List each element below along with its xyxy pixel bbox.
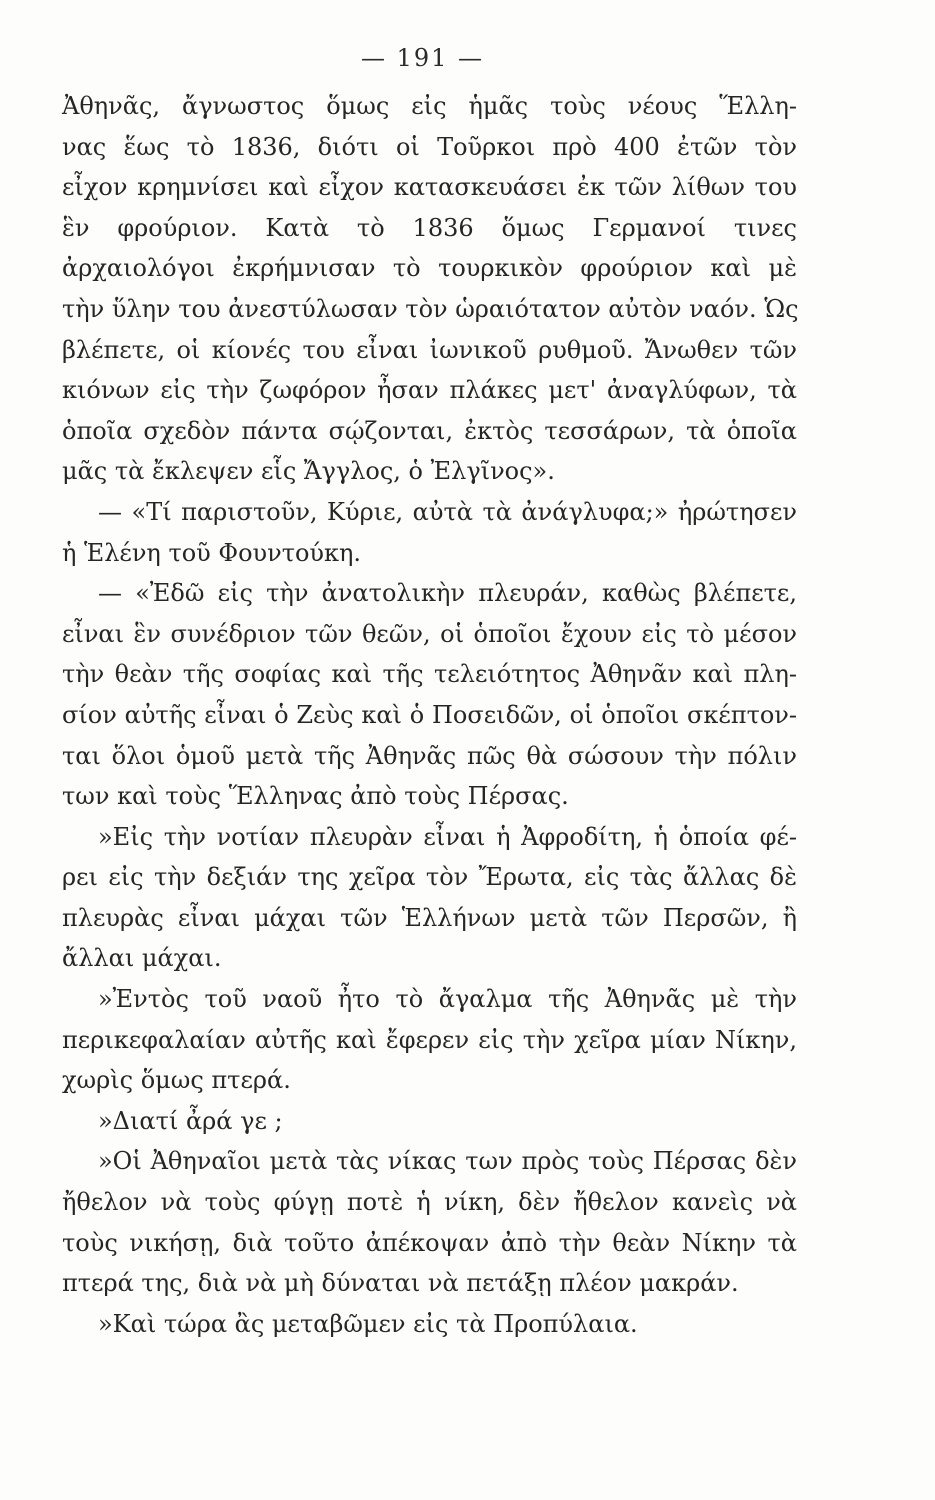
text-line: των καὶ τοὺς Ἕλληνας ἀπὸ τοὺς Πέρσας. [62, 782, 569, 811]
text-line: τοὺς νικήσῃ, διὰ τοῦτο ἀπέκοψαν ἀπὸ τὴν θεὰν Νίκην τὰ [62, 1228, 797, 1257]
text-line: κιόνων εἰς τὴν ζωφόρον ἦσαν πλάκες μετ' ἀναγλύφων, τὰ [62, 376, 797, 405]
text-line: ἡ Ἑλένη τοῦ Φουντούκη. [62, 538, 362, 567]
text-line: »Ἐντὸς τοῦ ναοῦ ἦτο τὸ ἄγαλμα τῆς Ἀθηνᾶς μὲ τὴν [98, 985, 797, 1014]
text-line: ἄλλαι μάχαι. [62, 944, 222, 973]
text-line: ἀρχαιολόγοι ἐκρήμνισαν τὸ τουρκικὸν φρούριον καὶ μὲ [62, 254, 797, 283]
text-line: πλευρὰς εἶναι μάχαι τῶν Ἑλλήνων μετὰ τῶν Περσῶν, ἢ [62, 903, 797, 932]
text-line: βλέπετε, οἱ κίονές του εἶναι ἰωνικοῦ ρυθμοῦ. Ἄνωθεν τῶν [62, 335, 797, 364]
text-line: εἶναι ἓν συνέδριον τῶν θεῶν, οἱ ὁποῖοι ἔχουν εἰς τὸ μέσον [62, 619, 797, 648]
text-line: »Διατί ἆρά γε ; [98, 1106, 283, 1135]
text-line: χωρὶς ὅμως πτερά. [62, 1066, 291, 1095]
text-line: »Εἰς τὴν νοτίαν πλευρὰν εἶναι ἡ Ἀφροδίτη, ἡ ὁποία φέ- [98, 822, 797, 851]
text-line: ρει εἰς τὴν δεξιάν της χεῖρα τὸν Ἔρωτα, εἰς τὰς ἄλλας δὲ [62, 863, 797, 892]
text-line: τὴν θεὰν τῆς σοφίας καὶ τῆς τελειότητος Ἀθηνᾶν καὶ πλη- [62, 660, 797, 689]
text-line: »Καὶ τώρα ἂς μεταβῶμεν εἰς τὰ Προπύλαια. [98, 1309, 638, 1338]
text-line: ται ὅλοι ὁμοῦ μετὰ τῆς Ἀθηνᾶς πῶς θὰ σώσουν τὴν πόλιν [62, 741, 797, 770]
text-line: ἤθελον νὰ τοὺς φύγῃ ποτὲ ἡ νίκη, δὲν ἤθελον κανεὶς νὰ [62, 1188, 797, 1217]
text-line: μᾶς τὰ ἔκλεψεν εἷς Ἄγγλος, ὁ Ἐλγῖνος». [62, 457, 555, 486]
text-line: ὁποῖα σχεδὸν πάντα σῴζονται, ἐκτὸς τεσσάρων, τὰ ὁποῖα [62, 416, 797, 445]
text-line: πτερά της, διὰ νὰ μὴ δύναται νὰ πετάξῃ πλέον μακράν. [62, 1269, 739, 1298]
text-line: — «Ἐδῶ εἰς τὴν ἀνατολικὴν πλευράν, καθὼς βλέπετε, [98, 579, 797, 608]
text-line: περικεφαλαίαν αὐτῆς καὶ ἔφερεν εἰς τὴν χεῖρα μίαν Νίκην, [62, 1025, 797, 1054]
text-line: σίον αὐτῆς εἶναι ὁ Ζεὺς καὶ ὁ Ποσειδῶν, οἱ ὁποῖοι σκέπτον- [62, 700, 797, 729]
body-text [62, 86, 797, 1344]
page-number: — 191 — [360, 44, 485, 72]
text-line: νας ἕως τὸ 1836, διότι οἱ Τοῦρκοι πρὸ 400 ἐτῶν τὸν [62, 132, 797, 161]
text-line: — «Τί παριστοῦν, Κύριε, αὐτὰ τὰ ἀνάγλυφα;» ἠρώτησεν [98, 497, 797, 526]
text-line: εἶχον κρημνίσει καὶ εἶχον κατασκευάσει ἐκ τῶν λίθων του [62, 173, 797, 202]
text-line: τὴν ὕλην του ἀνεστύλωσαν τὸν ὡραιότατον αὐτὸν ναόν. Ὡς [62, 294, 799, 323]
text-line: ἓν φρούριον. Κατὰ τὸ 1836 ὅμως Γερμανοί τινες [62, 213, 797, 242]
text-line: »Οἱ Ἀθηναῖοι μετὰ τὰς νίκας των πρὸς τοὺς Πέρσας δὲν [98, 1147, 797, 1176]
text-line: Ἀθηνᾶς, ἄγνωστος ὅμως εἰς ἡμᾶς τοὺς νέους Ἕλλη- [62, 92, 797, 120]
